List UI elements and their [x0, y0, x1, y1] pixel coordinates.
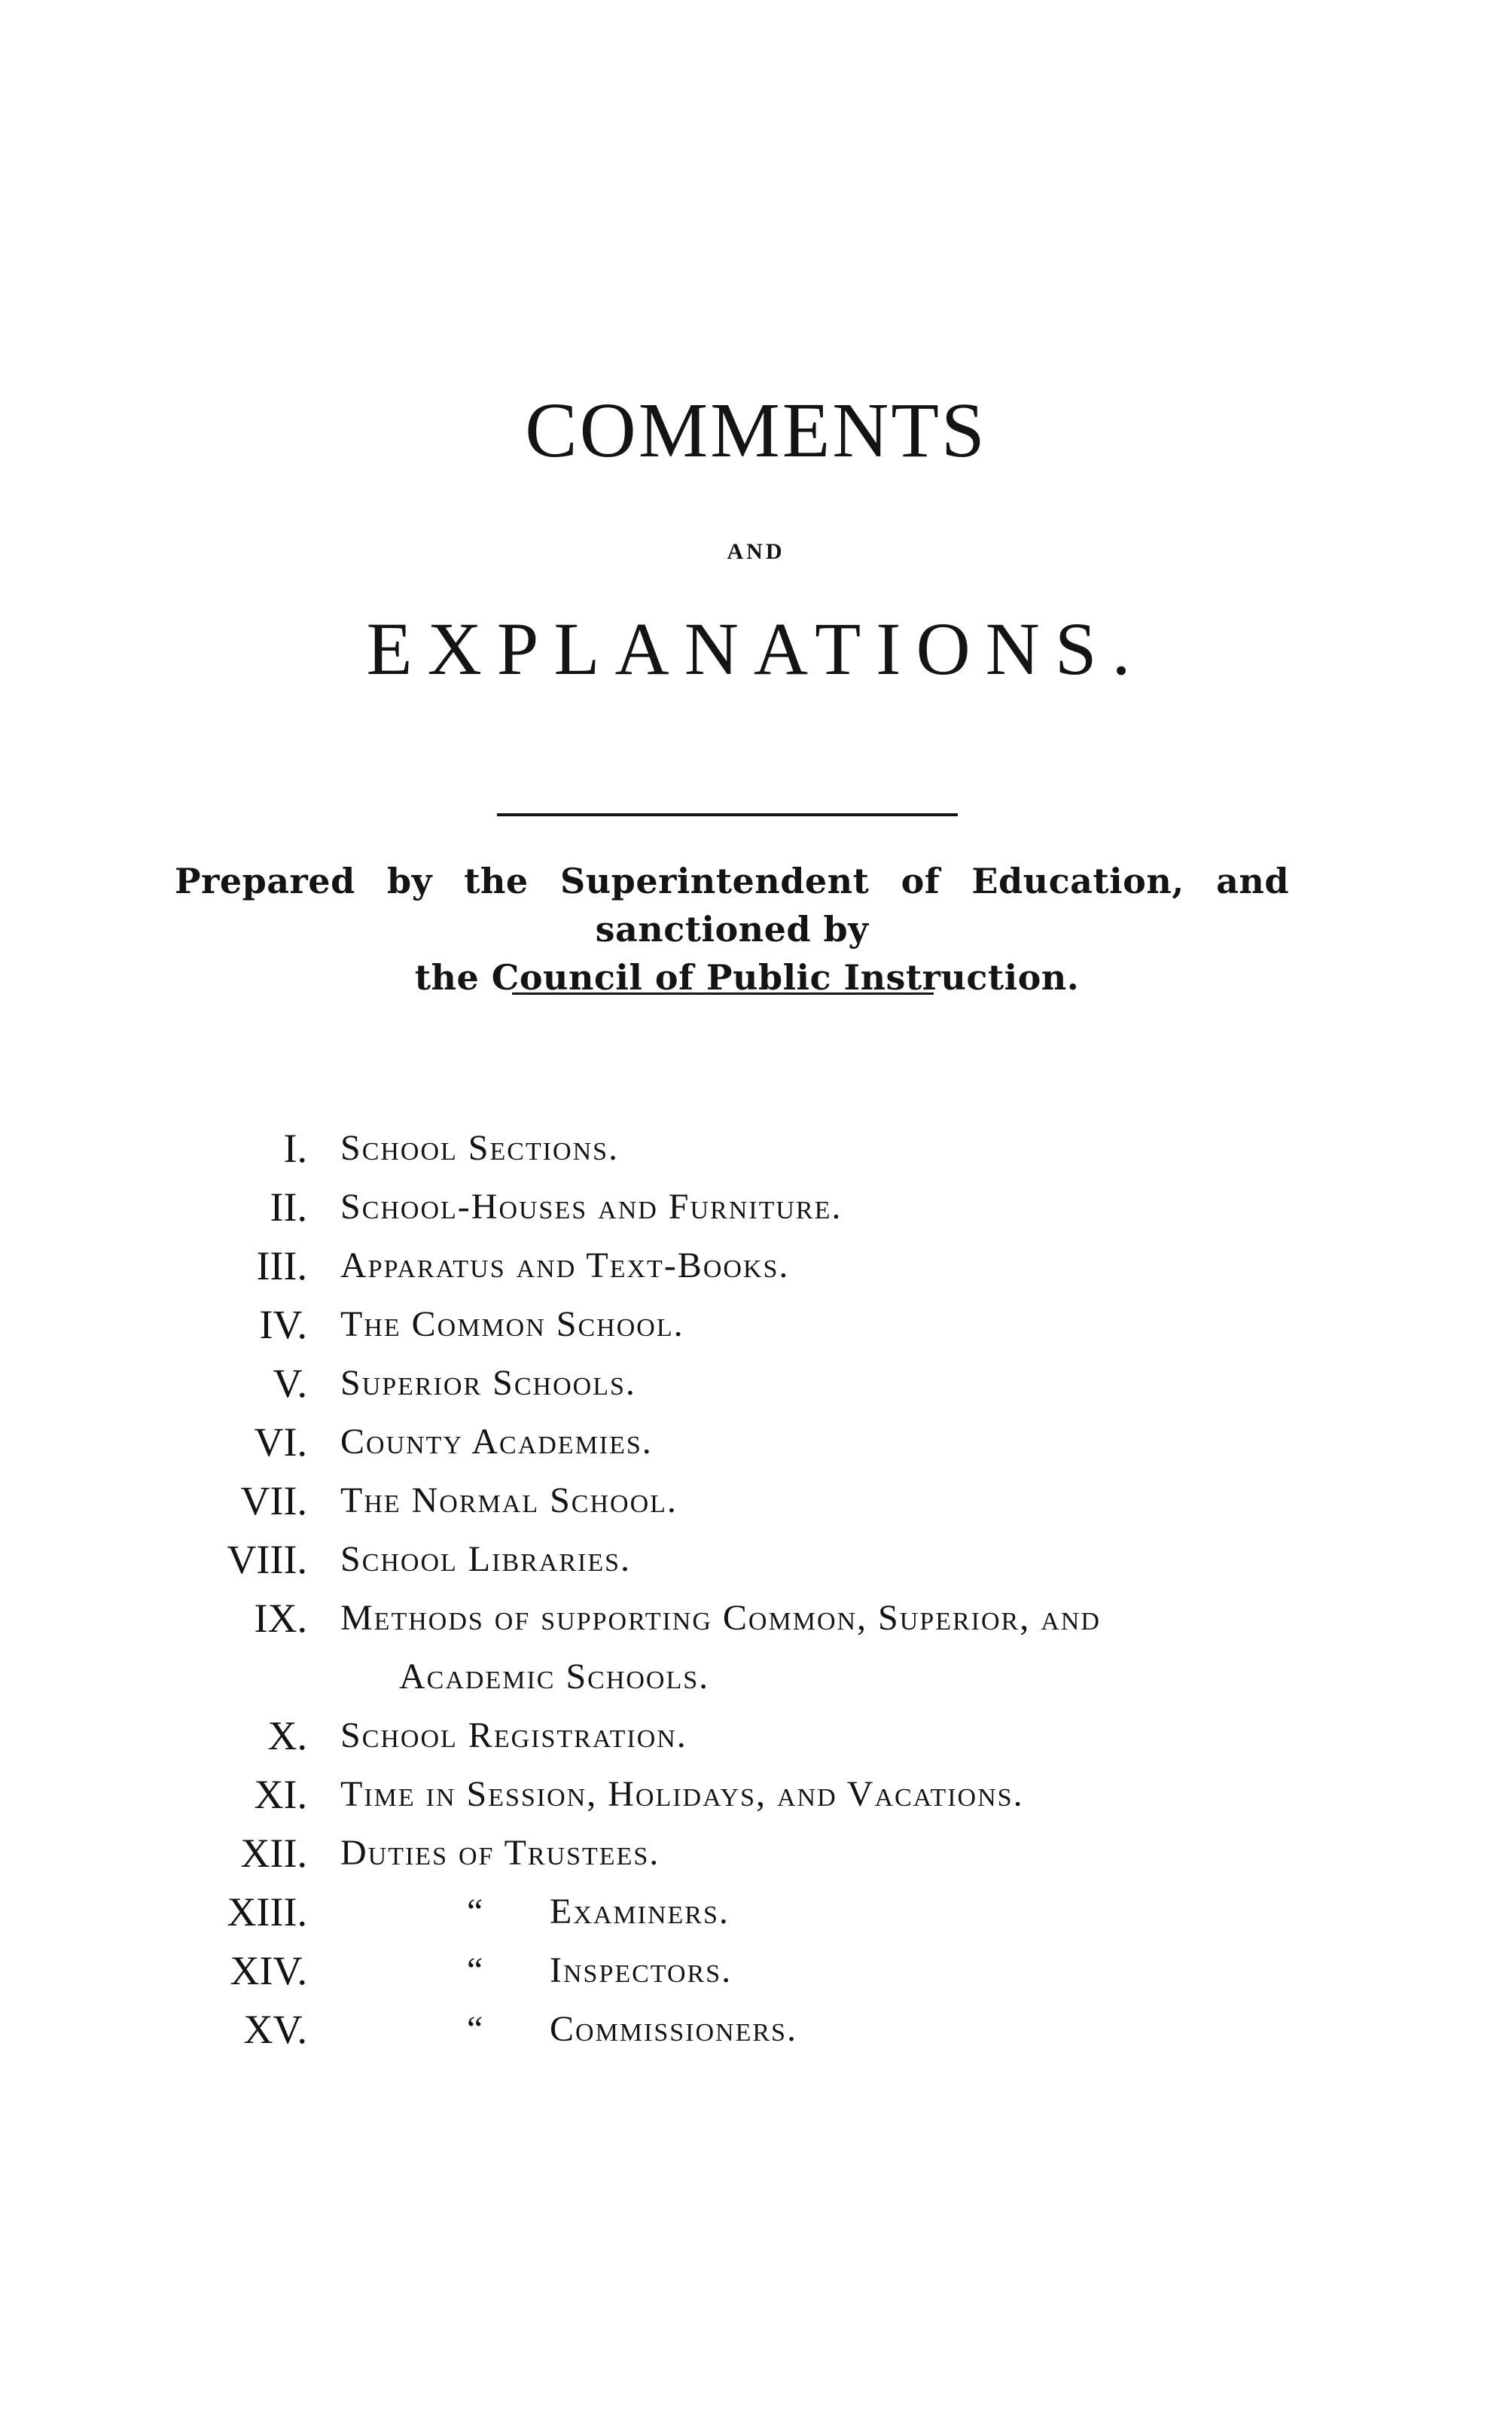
toc-item-title: School Libraries.	[340, 1539, 632, 1579]
toc-item-title-text: Commissioners.	[550, 2009, 797, 2049]
toc-item-number: IX.	[254, 1596, 307, 1641]
toc-item-title	[467, 1883, 730, 1941]
ditto-mark: “	[467, 2009, 485, 2049]
toc-item-title: County Academies.	[340, 1422, 653, 1462]
page-title: COMMENTS	[525, 387, 987, 474]
toc-item-number: XIV.	[230, 1948, 307, 1993]
bottom-rule	[512, 992, 934, 995]
prepared-by-statement	[175, 857, 1289, 1002]
toc-item	[0, 1941, 1512, 2000]
toc-item-title: Methods of supporting Common, Superior, and	[340, 1598, 1101, 1638]
toc-item-title-text: Examiners.	[550, 1892, 730, 1932]
toc-item-title: Time in Session, Holidays, and Vacations.	[340, 1774, 1024, 1814]
prepared-line-2: the Council of Public Instruction.	[414, 957, 1080, 998]
toc-item	[0, 1413, 1512, 1471]
toc-item	[0, 1178, 1512, 1236]
toc-item-title: The Common School.	[340, 1304, 684, 1344]
toc-item-title: School-Houses and Furniture.	[340, 1187, 843, 1227]
toc-item	[0, 1824, 1512, 1883]
toc-item	[0, 1589, 1512, 1648]
toc-item	[0, 1119, 1512, 1178]
toc-item-number: XV.	[243, 2007, 307, 2052]
toc-item	[0, 1883, 1512, 1941]
toc-item-number: VI.	[254, 1419, 307, 1465]
toc-item	[0, 1354, 1512, 1413]
toc-item-title: Duties of Trustees.	[340, 1833, 660, 1873]
ditto-mark: “	[467, 1892, 485, 1932]
toc-item-title: School Sections.	[340, 1128, 620, 1168]
toc-item	[0, 2000, 1512, 2059]
toc-item-number: XIII.	[227, 1889, 307, 1935]
toc-item	[0, 1295, 1512, 1354]
page-subtitle: EXPLANATIONS.	[366, 607, 1146, 691]
toc-item-title: Superior Schools.	[340, 1363, 636, 1403]
toc-item	[0, 1471, 1512, 1530]
toc-item-title-text: Inspectors.	[550, 1950, 733, 1990]
toc-item	[0, 1706, 1512, 1765]
toc-item-title: Apparatus and Text-Books.	[340, 1246, 790, 1285]
toc-item-title: School Registration.	[340, 1715, 687, 1755]
toc-item-number: I.	[283, 1126, 307, 1171]
toc-item-number: IV.	[259, 1302, 307, 1347]
prepared-line-1: Prepared by the Superintendent of Education, and sanctioned by	[175, 861, 1289, 950]
toc-item-number: V.	[273, 1361, 307, 1406]
toc-item-number: II.	[270, 1185, 307, 1230]
title-conjunction: AND	[727, 539, 785, 564]
toc-item-continuation	[0, 1648, 1512, 1706]
toc-item	[0, 1236, 1512, 1295]
toc-item-title: The Normal School.	[340, 1480, 678, 1520]
toc-item-title	[467, 1941, 732, 2000]
toc-item-number: III.	[256, 1243, 307, 1288]
toc-item-number: VIII.	[227, 1537, 307, 1582]
toc-item-title-continuation: Academic Schools.	[399, 1657, 710, 1697]
toc-item-number: XI.	[254, 1772, 307, 1817]
toc-item-number: X.	[267, 1713, 307, 1758]
toc-item	[0, 1765, 1512, 1824]
toc-item-number: XII.	[240, 1831, 307, 1876]
toc-item	[0, 1530, 1512, 1589]
toc-item-title	[467, 2000, 797, 2059]
top-rule	[497, 813, 958, 816]
toc-item-number: VII.	[240, 1478, 307, 1523]
ditto-mark: “	[467, 1950, 485, 1990]
